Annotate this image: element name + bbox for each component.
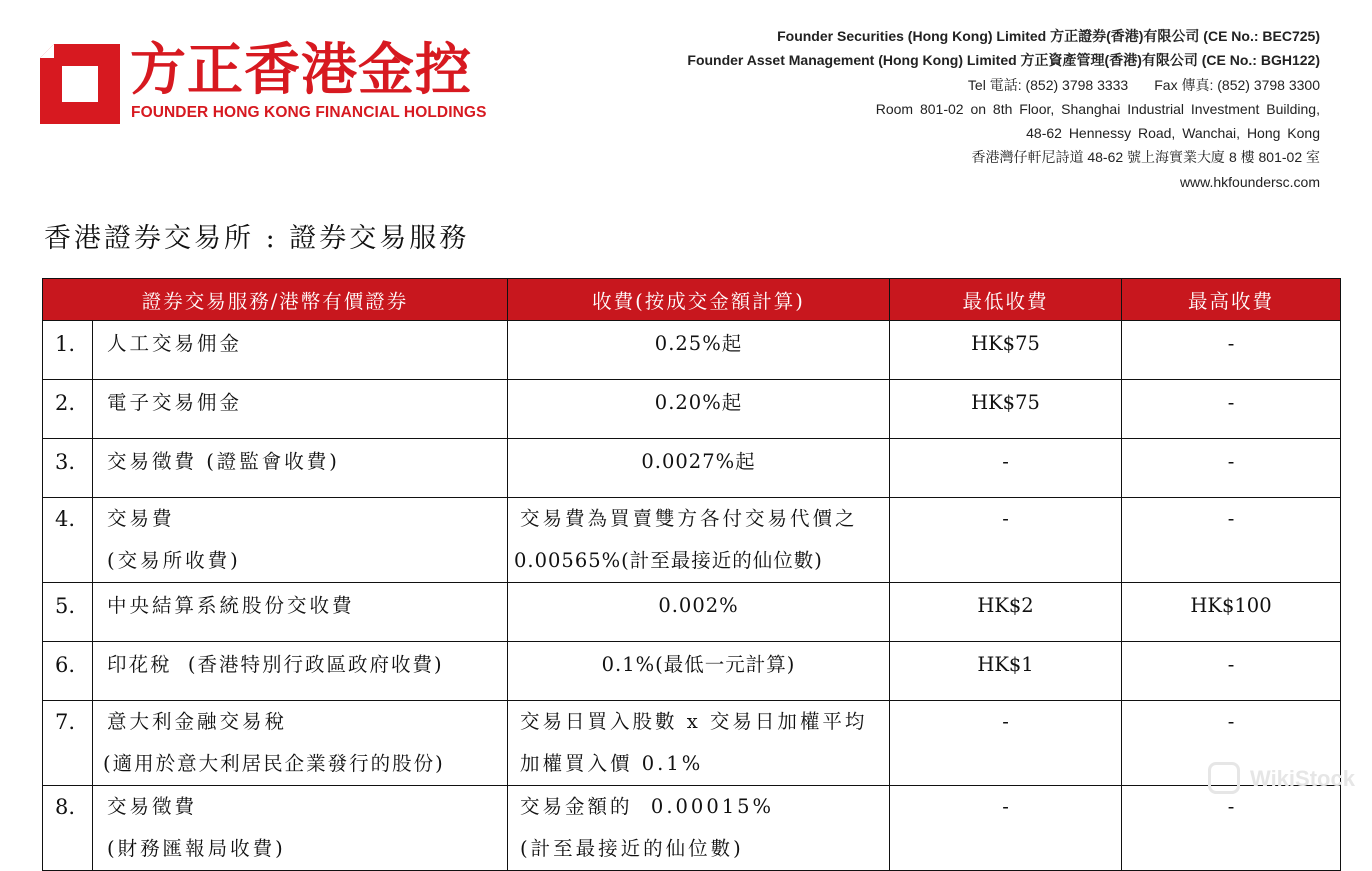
row-max-fee: -	[1122, 642, 1341, 701]
row-fee	[508, 701, 890, 786]
row-number: 7.	[43, 701, 93, 786]
row-max-fee: -	[1122, 321, 1341, 380]
telephone: Tel 電話: (852) 3798 3333	[967, 76, 1129, 93]
row-max-fee: -	[1122, 498, 1341, 583]
row-fee-line-2: 0.00565%(計至最接近的仙位數)	[514, 549, 823, 572]
row-max-fee: -	[1122, 380, 1341, 439]
row-max-fee: -	[1122, 439, 1341, 498]
row-fee	[508, 498, 890, 583]
header-min-fee: 最低收費	[890, 279, 1122, 321]
table-row	[43, 321, 1341, 380]
row-service: 人工交易佣金	[93, 321, 508, 380]
address-chinese: 香港灣仔軒尼詩道 48-62 號上海實業大廈 8 樓 801-02 室	[971, 149, 1320, 166]
row-min-fee: -	[890, 439, 1122, 498]
row-service: 電子交易佣金	[93, 380, 508, 439]
row-fee: 0.1%(最低一元計算)	[508, 642, 890, 701]
address-line-2: 48-62 Hennessy Road, Wanchai, Hong Kong	[1026, 125, 1320, 142]
company-logo	[40, 38, 500, 124]
row-fee-line: 交易金額的 0.00015%	[520, 795, 775, 818]
row-number: 2.	[43, 380, 93, 439]
logo-chinese-name: 方正香港金控	[130, 38, 472, 103]
row-service-line: 意大利金融交易稅	[107, 710, 288, 733]
row-min-fee: -	[890, 498, 1122, 583]
row-service-note: (財務匯報局收費)	[107, 837, 286, 860]
table-row	[43, 583, 1341, 642]
row-min-fee: -	[890, 701, 1122, 786]
row-number: 8.	[43, 786, 93, 871]
table-header-row	[43, 279, 1341, 321]
row-service	[93, 498, 508, 583]
row-service: 中央結算系統股份交收費	[93, 583, 508, 642]
row-service: 交易徵費 (證監會收費)	[93, 439, 508, 498]
row-min-fee: HK$75	[890, 321, 1122, 380]
row-service	[93, 786, 508, 871]
table-row	[43, 701, 1341, 786]
website[interactable]: www.hkfoundersc.com	[1179, 173, 1320, 190]
row-number: 4.	[43, 498, 93, 583]
table-row	[43, 380, 1341, 439]
row-fee-line: 交易費為買賣雙方各付交易代價之	[520, 507, 858, 530]
watermark-icon	[1208, 762, 1240, 794]
row-service-note: (適用於意大利居民企業發行的股份)	[103, 752, 445, 775]
row-max-fee: -	[1122, 701, 1341, 786]
table-row	[43, 786, 1341, 871]
row-fee: 0.0027%起	[508, 439, 890, 498]
logo-english-name: FOUNDER HONG KONG FINANCIAL HOLDINGS	[131, 104, 487, 121]
row-fee-line: 交易日買入股數 x 交易日加權平均	[520, 710, 868, 733]
row-min-fee: HK$75	[890, 380, 1122, 439]
header-service: 證券交易服務/港幣有價證券	[43, 279, 508, 321]
row-fee	[508, 786, 890, 871]
row-min-fee: HK$1	[890, 642, 1122, 701]
table-row	[43, 642, 1341, 701]
row-service-note: (交易所收費)	[107, 549, 241, 572]
row-fee-line-2: 加權買入價 0.1%	[520, 752, 704, 775]
row-min-fee: -	[890, 786, 1122, 871]
row-max-fee: HK$100	[1122, 583, 1341, 642]
row-service-line: 交易徵費	[107, 795, 198, 818]
company-line-asset-management: Founder Asset Management (Hong Kong) Limited 方正資產管理(香港)有限公司 (CE No.: BGH122)	[687, 52, 1320, 69]
table-row	[43, 439, 1341, 498]
row-max-fee: -	[1122, 786, 1341, 871]
address-line-1: Room 801-02 on 8th Floor, Shanghai Industrial Investment Building,	[875, 100, 1320, 117]
row-service	[93, 701, 508, 786]
row-number: 1.	[43, 321, 93, 380]
row-fee: 0.25%起	[508, 321, 890, 380]
row-number: 5.	[43, 583, 93, 642]
row-service-line: 交易費	[107, 507, 175, 530]
row-number: 3.	[43, 439, 93, 498]
watermark	[1208, 760, 1372, 800]
table-row	[43, 498, 1341, 583]
company-info	[687, 24, 1320, 194]
fax: Fax 傳真: (852) 3798 3300	[1154, 76, 1320, 93]
row-fee: 0.002%	[508, 583, 890, 642]
row-service: 印花稅 (香港特別行政區政府收費)	[93, 642, 508, 701]
page-title: 香港證券交易所 : 證券交易服務	[44, 223, 470, 254]
contact-line	[687, 73, 1320, 97]
row-fee-line-2: (計至最接近的仙位數)	[520, 837, 744, 860]
row-min-fee: HK$2	[890, 583, 1122, 642]
header-max-fee: 最高收費	[1122, 279, 1341, 321]
fee-table	[42, 278, 1341, 871]
founder-logo-icon	[40, 44, 120, 124]
header-fee: 收費(按成交金額計算)	[508, 279, 890, 321]
watermark-text: WikiStock	[1250, 766, 1355, 791]
company-line-securities: Founder Securities (Hong Kong) Limited 方正證券(香港)有限公司 (CE No.: BEC725)	[777, 28, 1320, 44]
row-fee: 0.20%起	[508, 380, 890, 439]
row-number: 6.	[43, 642, 93, 701]
